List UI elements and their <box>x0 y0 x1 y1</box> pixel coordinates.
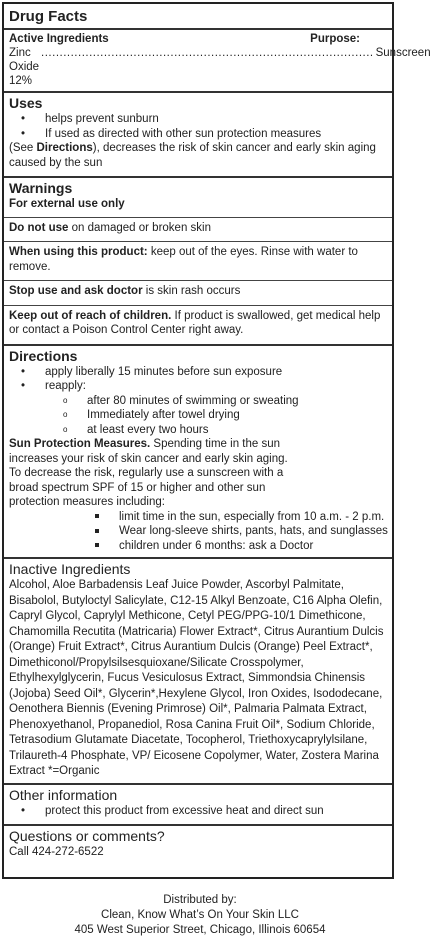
stop-use: Stop use and ask doctor is skin rash occurs <box>9 285 241 297</box>
sun-protection-measures: Sun Protection Measures. Spending time in the sun increases your risk of skin cancer and early skin aging. To decrease the risk, regularly use a sunscreen with a broad spectrum SPF of 15 or higher and other sun protection measures including: <box>9 438 288 508</box>
divider <box>4 280 392 281</box>
company-address: 405 West Superior Street, Chicago, Illinois 60654 <box>74 924 326 936</box>
distributed-by-label: Distributed by: <box>163 894 237 906</box>
divider <box>4 783 392 785</box>
list-item: Wear long-sleeve shirts, pants, hats, and sunglasses <box>9 524 388 539</box>
active-ingredient-row <box>9 46 431 88</box>
leader-dots: .......................................................................................... <box>41 47 374 59</box>
active-header-row <box>9 32 388 46</box>
list-item: • If used as directed with other sun protection measures <box>21 127 322 140</box>
company-name: Clean, Know What’s On Your Skin LLC <box>101 909 299 921</box>
sub-list-item: o at least every two hours <box>63 423 209 436</box>
sub-list-item: o after 80 minutes of swimming or sweating <box>63 394 299 407</box>
uses-note: (See Directions), decreases the risk of skin cancer and early skin aging caused by the sun <box>9 142 376 169</box>
uses-heading: Uses <box>9 95 43 111</box>
divider <box>4 241 392 242</box>
divider <box>4 344 392 346</box>
list-item: • helps prevent sunburn <box>21 113 159 125</box>
list-item: limit time in the sun, especially from 10 a.m. - 2 p.m. <box>9 510 388 525</box>
keep-out-of-reach: Keep out of reach of children. If product is swallowed, get medical help or contact a Poison Control Center right away. <box>9 309 381 336</box>
active-purpose: Sunscreen <box>375 47 431 59</box>
purpose-heading: Purpose: <box>310 33 360 45</box>
divider <box>4 91 392 93</box>
divider <box>4 557 392 559</box>
inactive-ingredients-list: Alcohol, Aloe Barbadensis Leaf Juice Powder, Ascorbyl Palmitate, Bisabolol, Butyloctyl Salicylate, C12-15 Alkyl Benzoate, C16 Alpha Olefin, Capryl Glycol, Caprylyl Methicone, Cetyl PEG/PPG-10/1 Dimethicone, Chamomilla Recutita (Matricaria) Flower Extract*, Citrus Aurantium Dulcis (Orange) Fruit Extract*, Citrus Aurantium Dulcis (Orange) Peel Extract*, Dimethiconol/Propylsilsesquioxane/Silicate Crosspolymer, Ethylhexylglycerin, Fucus Vesiculosus Extract, Simmondsia Chinensis (Jojoba) Seed Oil*, Glycerin*,Hexylene Glycol, Iron Oxides, Isododecane, Oenothera Biennis (Evening Primrose) Oil*, Palmaria Palmata Extract, Phenoxyethanol, Propanediol, Rosa Canina Fruit Oil*, Sodium Chloride, Tetrasodium Glutamate Diacetate, Tocopherol, Triethoxycaprylylsilane, Trilaureth-4 Phosphate, VP/ Eicosene Copolymer, Water, Zostera Marina Extract *=Organic <box>9 579 384 777</box>
distributor-info <box>0 893 400 938</box>
external-use-note: For external use only <box>9 198 125 210</box>
directions-heading: Directions <box>9 347 78 364</box>
divider <box>4 824 392 826</box>
inactive-ingredients-heading: Inactive Ingredients <box>9 561 131 577</box>
active-ingredients-heading: Active Ingredients <box>9 33 109 45</box>
active-ingredient: Zinc Oxide 12% <box>9 47 40 87</box>
list-item: • reapply: <box>21 380 86 392</box>
divider <box>4 217 392 218</box>
other-information-heading: Other information <box>9 786 118 803</box>
phone-number: Call 424-272-6522 <box>9 846 104 858</box>
warnings-heading: Warnings <box>9 180 73 196</box>
questions-heading: Questions or comments? <box>9 828 165 844</box>
divider <box>4 28 392 30</box>
list-item: • apply liberally 15 minutes before sun exposure <box>21 365 283 378</box>
list-item: • protect this product from excessive heat and direct sun <box>21 804 324 817</box>
sub-list-item: o Immediately after towel drying <box>63 409 240 421</box>
divider <box>4 176 392 178</box>
when-using: When using this product: keep out of the eyes. Rinse with water to remove. <box>9 246 358 273</box>
list-item: children under 6 months: ask a Doctor <box>9 539 388 554</box>
do-not-use: Do not use on damaged or broken skin <box>9 221 211 234</box>
divider <box>4 305 392 306</box>
drug-facts-title: Drug Facts <box>9 8 88 25</box>
drug-facts-panel <box>2 2 431 879</box>
